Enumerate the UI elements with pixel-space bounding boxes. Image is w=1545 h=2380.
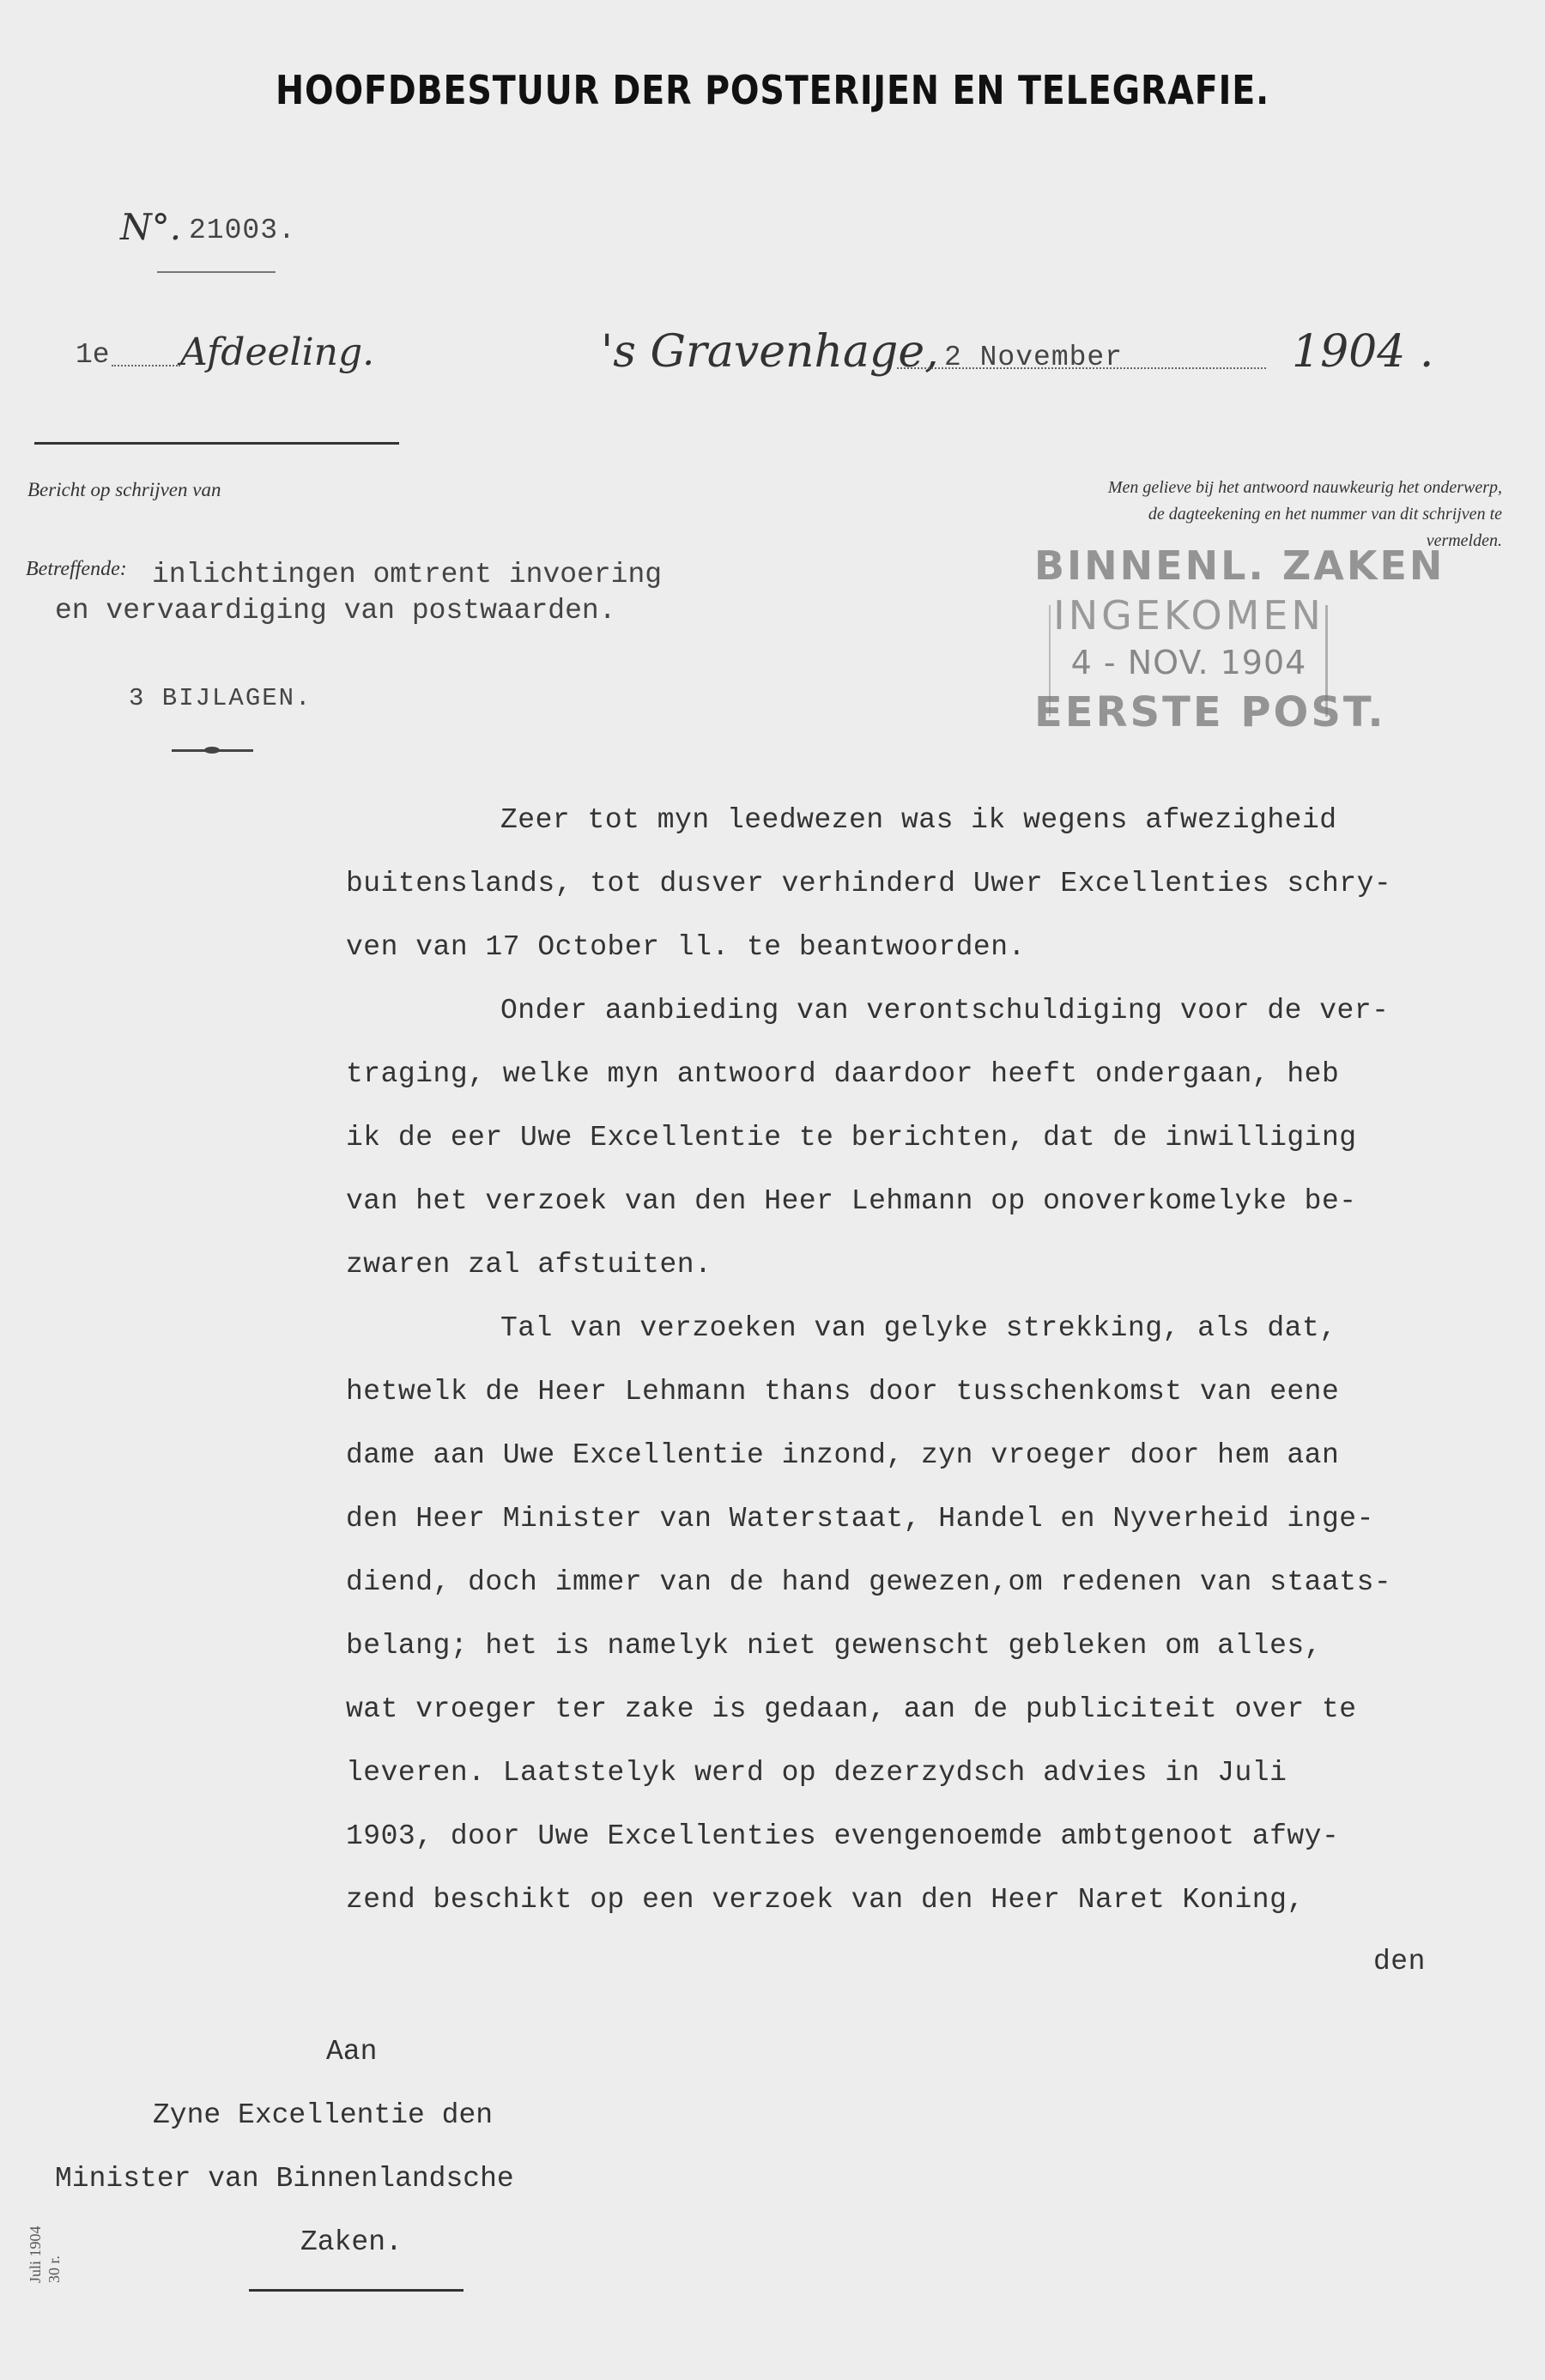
number-label: N°. bbox=[120, 206, 182, 248]
stamp-line-date: 4 - NOV. 1904 bbox=[1070, 644, 1307, 681]
body-line: buitenslands, tot dusver verhinderd Uwer Excellenties schry- bbox=[346, 868, 1392, 899]
letter-date: 2 November bbox=[944, 342, 1124, 373]
ornament-divider bbox=[172, 749, 253, 752]
subject-label: Betreffende: bbox=[26, 558, 127, 580]
afdeeling-label: Afdeeling. bbox=[180, 330, 375, 374]
body-line: Tal van verzoeken van gelyke strekking, als dat, bbox=[500, 1312, 1337, 1344]
body-line: van het verzoek van den Heer Lehmann op onoverkomelyke be- bbox=[346, 1185, 1357, 1217]
body-line: belang; het is namelyk niet gewenscht gebleken om alles, bbox=[346, 1630, 1322, 1662]
subject-line-2: en vervaardiging van postwaarden. bbox=[55, 595, 616, 627]
stamp-line-received: INGEKOMEN bbox=[1053, 592, 1324, 639]
stamp-line-department: BINNENL. ZAKEN bbox=[1034, 542, 1445, 589]
subject-line-1: inlichtingen omtrent invoering bbox=[152, 559, 663, 590]
body-line: diend, doch immer van de hand gewezen,om redenen van staats- bbox=[346, 1566, 1392, 1598]
letter-number: 21003. bbox=[189, 215, 296, 246]
body-line: traging, welke myn antwoord daardoor heeft ondergaan, heb bbox=[346, 1058, 1340, 1090]
body-line: den Heer Minister van Waterstaat, Handel en Nyverheid inge- bbox=[346, 1503, 1374, 1535]
letter-year: 1904 . bbox=[1292, 326, 1434, 378]
addressee-line: Aan bbox=[326, 2036, 378, 2068]
received-stamp bbox=[1034, 542, 1445, 748]
body-line: wat vroeger ter zake is gedaan, aan de publiciteit over te bbox=[346, 1693, 1357, 1725]
addressee-line: Zaken. bbox=[300, 2226, 403, 2258]
addressee-line: Minister van Binnenlandsche bbox=[55, 2163, 514, 2195]
afdeeling-dotline bbox=[112, 365, 180, 366]
number-underline bbox=[157, 271, 276, 273]
printer-note-line-1: Juli 1904 bbox=[27, 2226, 44, 2283]
body-line: zwaren zal afstuiten. bbox=[346, 1249, 712, 1281]
afdeeling-number: 1e bbox=[76, 339, 110, 371]
body-line: 1903, door Uwe Excellenties evengenoemde ambtgenoot afwy- bbox=[346, 1820, 1340, 1852]
body-line: ven van 17 October ll. te beantwoorden. bbox=[346, 931, 1026, 963]
printer-note-line-2: 30 r. bbox=[45, 2255, 63, 2283]
addressee-rule bbox=[249, 2289, 464, 2292]
body-line: leveren. Laatstelyk werd op dezerzydsch advies in Juli bbox=[346, 1757, 1288, 1789]
header-rule bbox=[34, 442, 399, 445]
body-line: Zeer tot myn leedwezen was ik wegens afwezigheid bbox=[500, 804, 1337, 836]
catchword: den bbox=[1373, 1946, 1426, 1977]
body-line: Onder aanbieding van verontschuldiging voor de ver- bbox=[500, 995, 1390, 1026]
body-line: ik de eer Uwe Excellentie te berichten, dat de inwilliging bbox=[346, 1122, 1357, 1154]
stamp-line-post: EERSTE POST. bbox=[1034, 688, 1386, 736]
body-line: hetwelk de Heer Lehmann thans door tusschenkomst van eene bbox=[346, 1376, 1340, 1408]
addressee-line: Zyne Excellentie den bbox=[153, 2099, 494, 2131]
letterhead-title: HOOFDBESTUUR DER POSTERIJEN EN TELEGRAFIE. bbox=[275, 67, 1269, 113]
place-name: 's Gravenhage, bbox=[601, 326, 939, 378]
body-line: zend beschikt op een verzoek van den Heer Naret Koning, bbox=[346, 1884, 1305, 1916]
reply-notice: Men gelieve bij het antwoord nauwkeurig het onderwerp, de dagteekening en het nummer van dit schrijven te vermelden. bbox=[1107, 478, 1502, 550]
printer-note bbox=[26, 2226, 64, 2283]
enclosures-count: 3 BIJLAGEN. bbox=[129, 684, 312, 712]
body-line: dame aan Uwe Excellentie inzond, zyn vroeger door hem aan bbox=[346, 1439, 1340, 1471]
bericht-label: Bericht op schrijven van bbox=[27, 479, 221, 500]
